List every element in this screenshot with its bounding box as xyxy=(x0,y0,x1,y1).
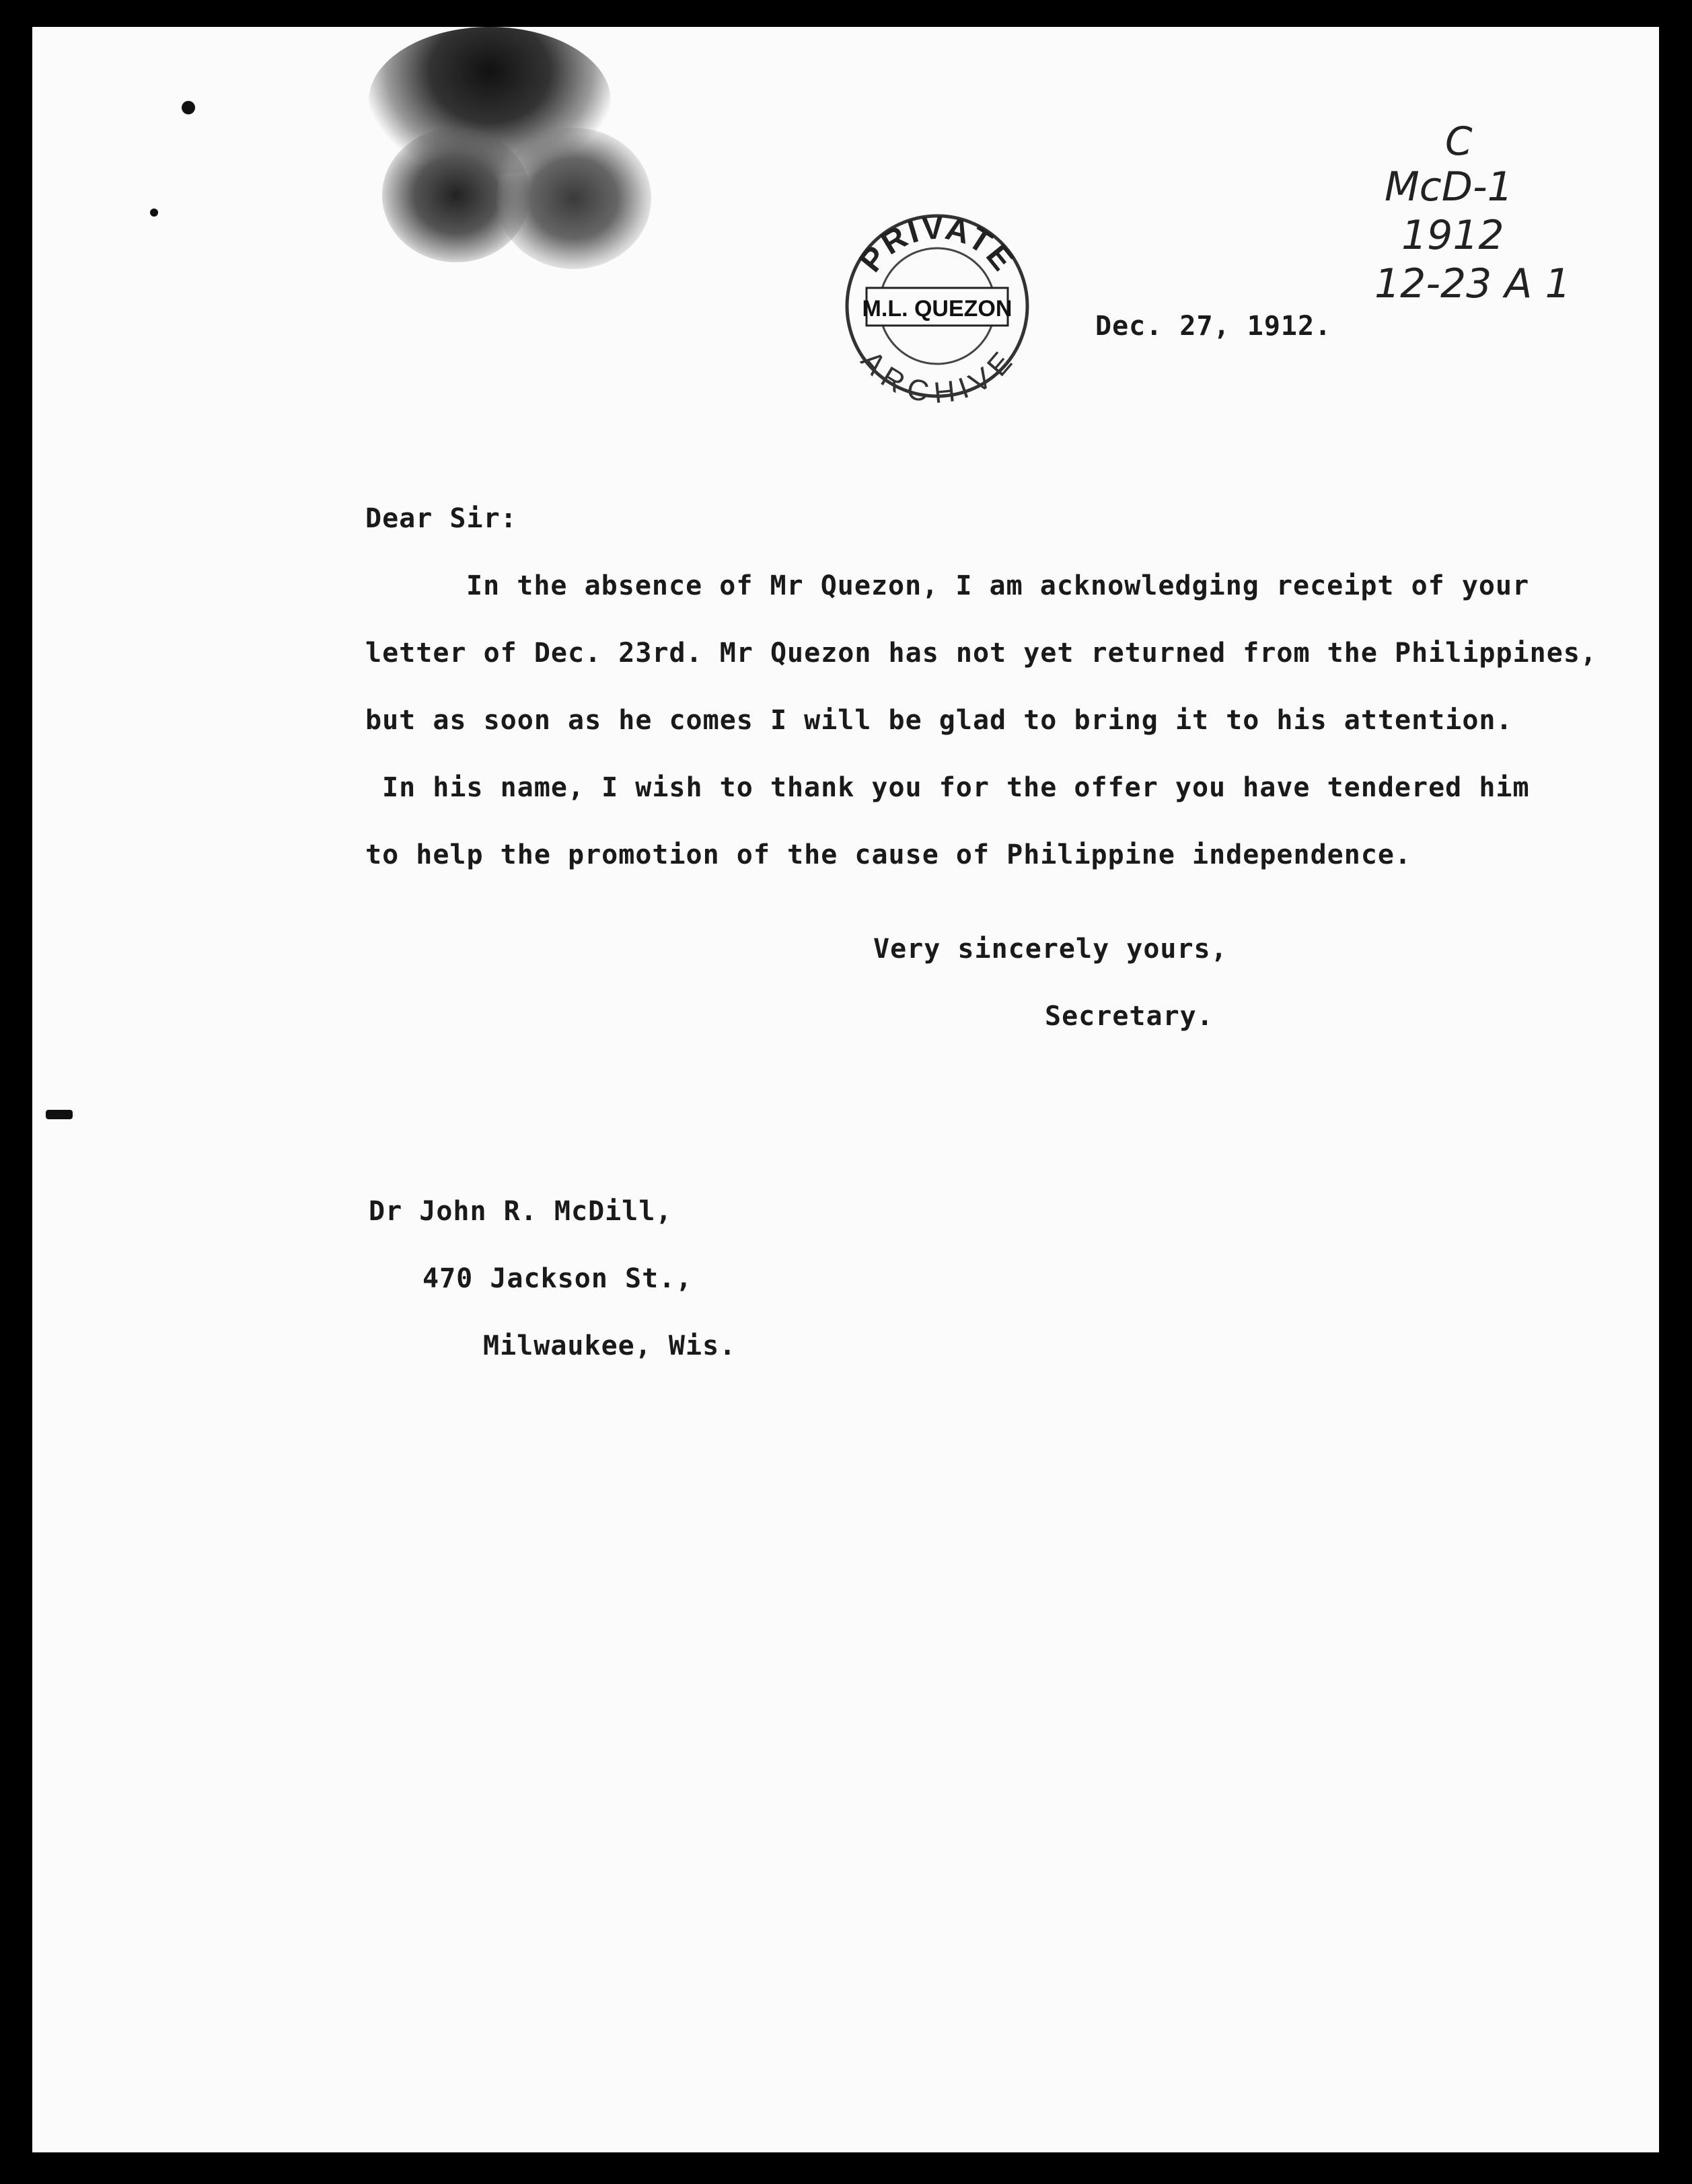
notation-line-3: 1912 xyxy=(1401,212,1504,259)
stamp-bottom-text: ARCHIVE xyxy=(854,344,1021,404)
body-line: In his name, I wish to thank you for the offer you have tendered him xyxy=(382,772,1530,803)
signature: Secretary. xyxy=(1045,1001,1214,1032)
recipient-name: Dr John R. McDill, xyxy=(369,1196,673,1227)
ink-speck xyxy=(182,101,195,114)
salutation: Dear Sir: xyxy=(365,503,517,534)
ink-blot xyxy=(496,128,651,269)
letter-page xyxy=(32,27,1659,2152)
body-line: In the absence of Mr Quezon, I am acknowledging receipt of your xyxy=(466,570,1530,601)
body-line: letter of Dec. 23rd. Mr Quezon has not yet returned from the Philippines, xyxy=(365,638,1597,669)
recipient-street: 470 Jackson St., xyxy=(422,1263,693,1294)
notation-line-4: 12-23 A 1 xyxy=(1374,260,1571,307)
stamp-top-text: PRIVATE xyxy=(852,210,1022,279)
letter-date: Dec. 27, 1912. xyxy=(1095,311,1332,342)
body-line: to help the promotion of the cause of Philippine independence. xyxy=(365,839,1412,870)
ink-speck xyxy=(46,1110,73,1119)
private-archive-stamp xyxy=(840,209,1035,404)
body-line: but as soon as he comes I will be glad to bring it to his attention. xyxy=(365,705,1513,736)
stamp-center-text: M.L. QUEZON xyxy=(862,296,1013,322)
ink-speck xyxy=(150,209,158,217)
archive-notation xyxy=(1364,121,1607,323)
recipient-city: Milwaukee, Wis. xyxy=(483,1330,737,1361)
closing: Very sincerely yours, xyxy=(873,934,1228,965)
notation-line-2: McD-1 xyxy=(1385,163,1513,211)
notation-line-1: C xyxy=(1445,121,1473,164)
svg-text:PRIVATE xyxy=(853,210,1022,278)
